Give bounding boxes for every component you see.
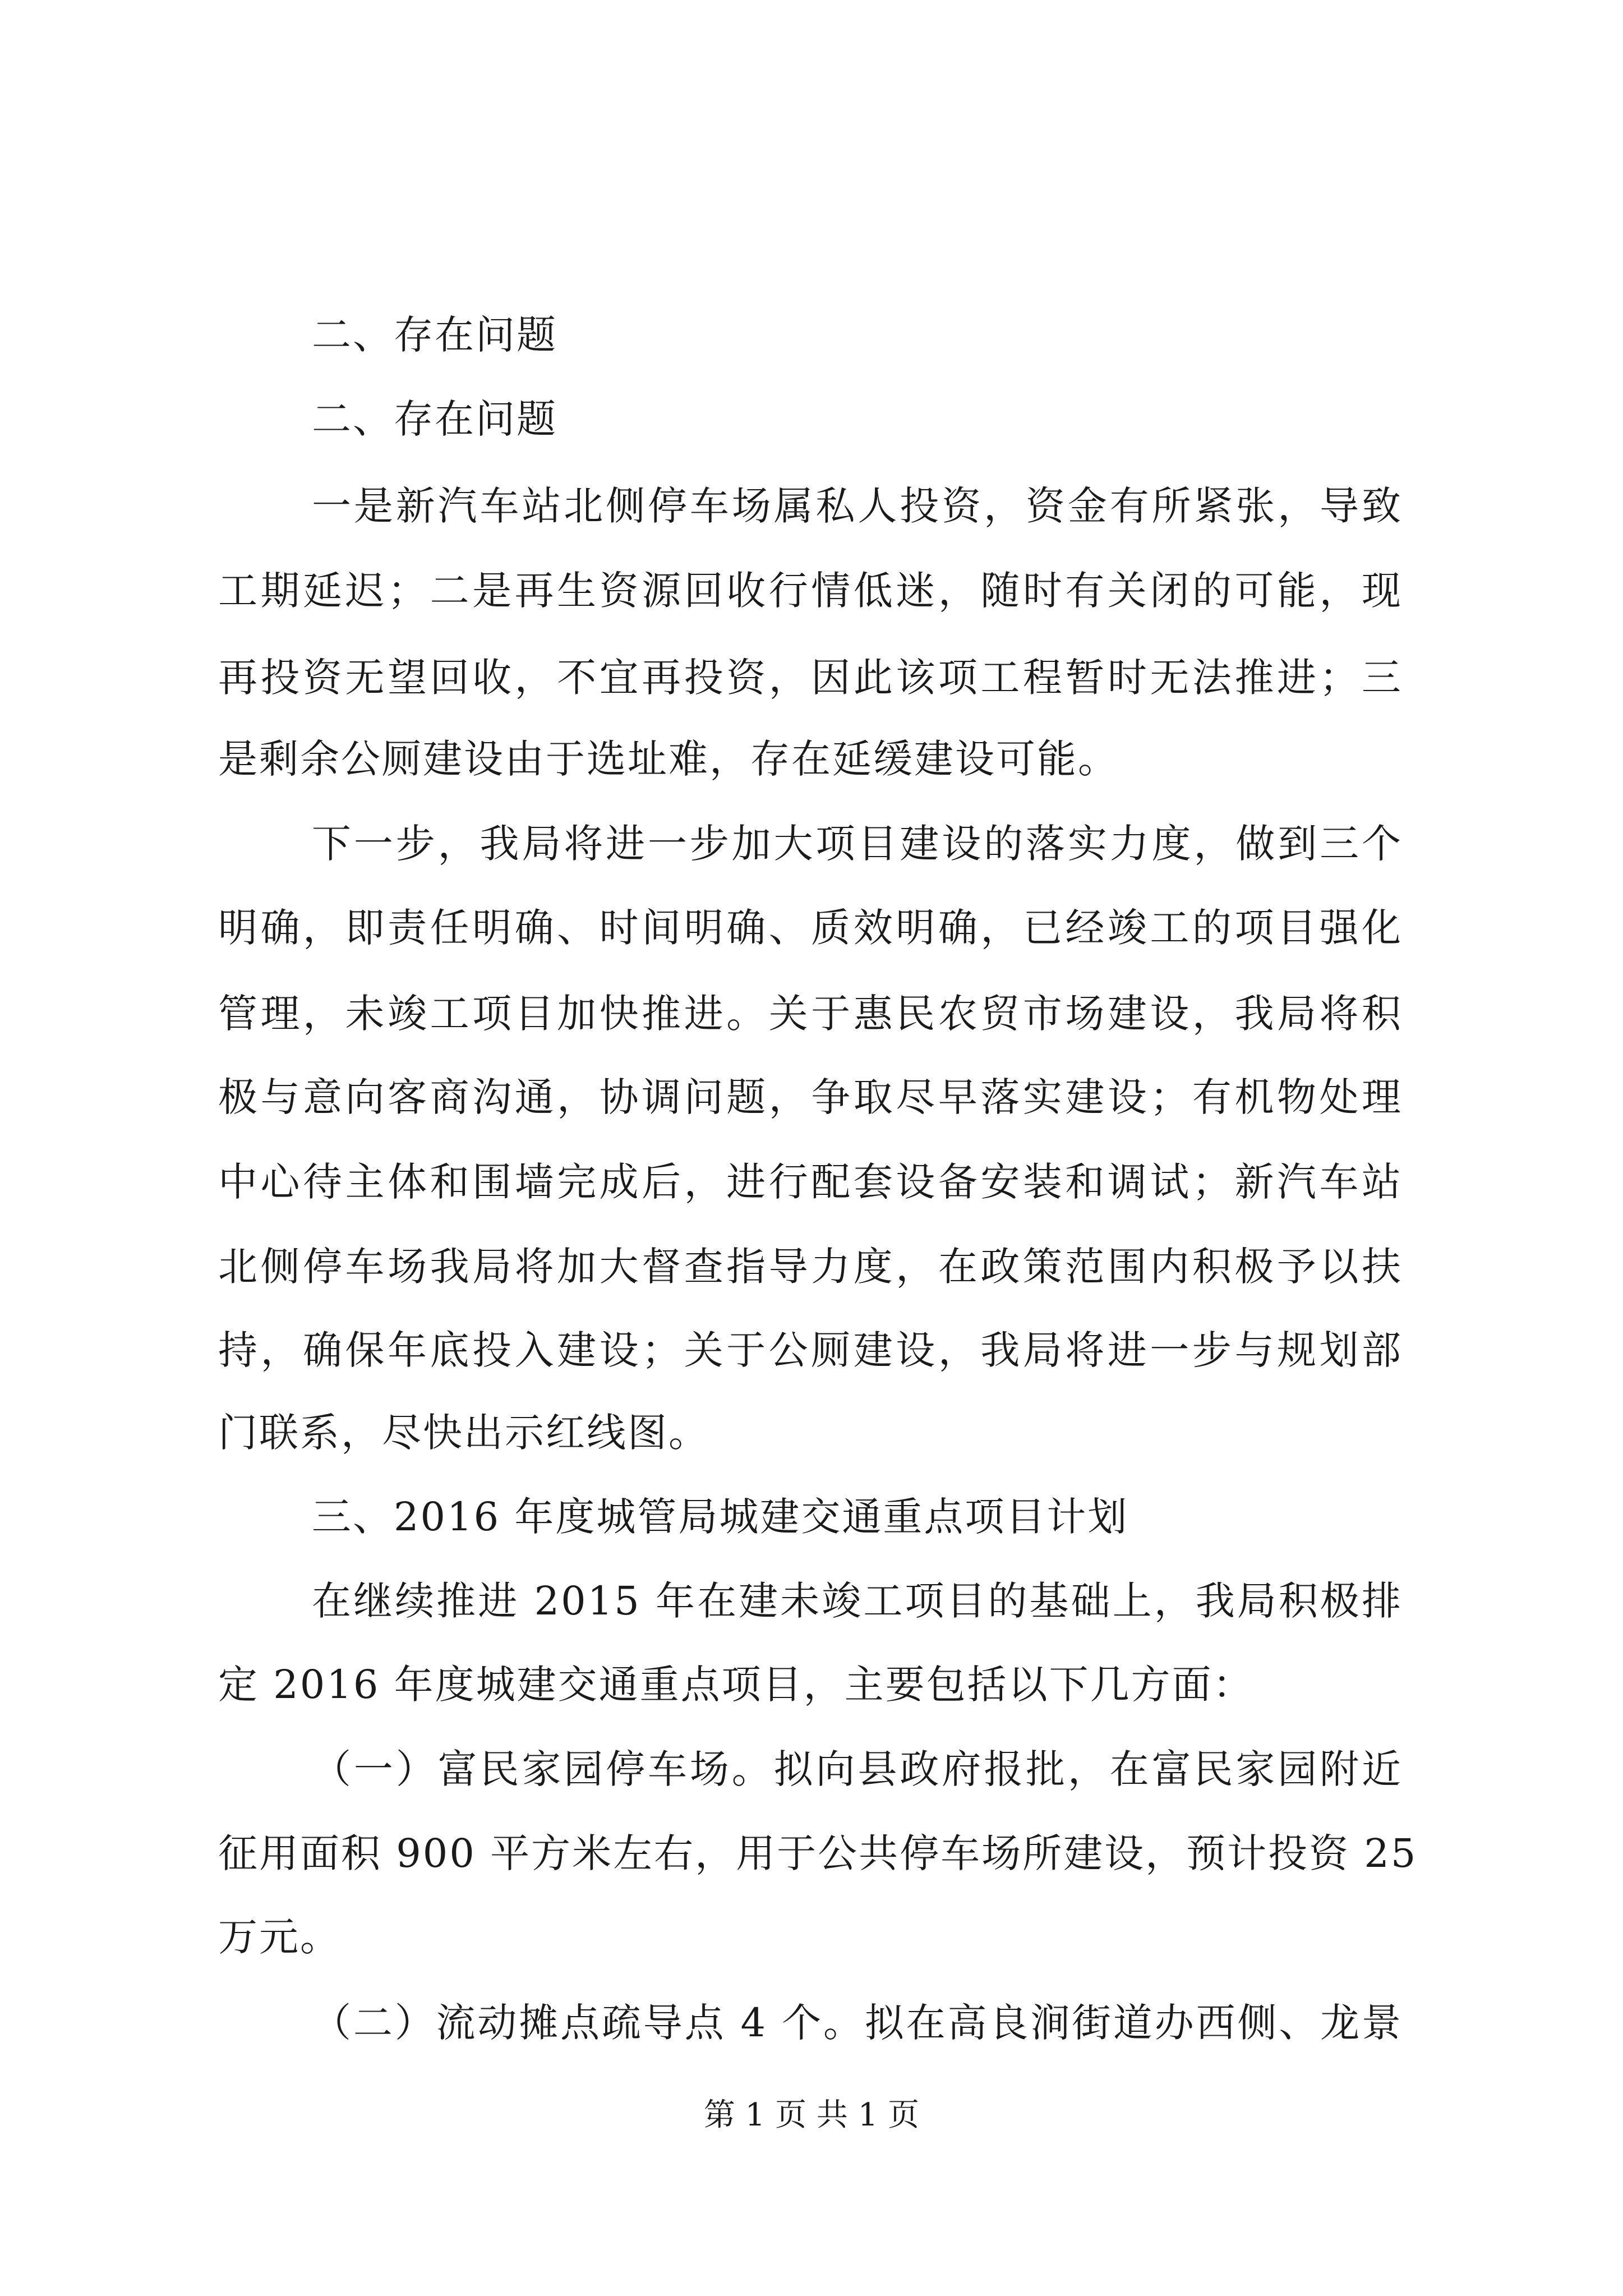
paragraph-line: 持，确保年底投入建设；关于公厕建设，我局将进一步与规划部 [218,1327,1403,1373]
paragraph-line: 征用面积 900 平方米左右，用于公共停车场所建设，预计投资 25 [218,1830,1418,1876]
paragraph-line: 下一步，我局将进一步加大项目建设的落实力度，做到三个 [312,821,1403,867]
paragraph-line: 是剩余公厕建设由于选址难，存在延缓建设可能。 [218,736,1119,782]
heading-2016-plan: 三、2016 年度城管局城建交通重点项目计划 [312,1494,1129,1540]
paragraph-line: 明确，即责任明确、时间明确、质效明确，已经竣工的项目强化 [218,905,1403,951]
paragraph-line: 门联系，尽快出示红线图。 [218,1410,709,1456]
paragraph-line: （一）富民家园停车场。拟向县政府报批，在富民家园附近 [312,1746,1403,1792]
paragraph-line: 一是新汽车站北侧停车场属私人投资，资金有所紧张，导致 [312,483,1403,529]
paragraph-line: 在继续推进 2015 年在建未竣工项目的基础上，我局积极排 [312,1578,1403,1624]
paragraph-line: 管理，未竣工项目加快推进。关于惠民农贸市场建设，我局将积 [218,991,1403,1037]
paragraph-line: （二）流动摊点疏导点 4 个。拟在高良涧街道办西侧、龙景 [312,2000,1403,2046]
paragraph-line: 再投资无望回收，不宜再投资，因此该项工程暂时无法推进；三 [218,655,1403,701]
paragraph-line: 工期延迟；二是再生资源回收行情低迷，随时有关闭的可能，现 [218,568,1403,614]
heading-existing-problems-repeat: 二、存在问题 [312,396,557,442]
paragraph-line: 极与意向客商沟通，协调问题，争取尽早落实建设；有机物处理 [218,1074,1403,1120]
page-number-footer: 第 1 页 共 1 页 [703,2097,920,2133]
paragraph-line: 中心待主体和围墙完成后，进行配套设备安装和调试；新汽车站 [218,1159,1403,1205]
heading-existing-problems: 二、存在问题 [312,312,557,358]
paragraph-line: 定 2016 年度城建交通重点项目，主要包括以下几方面： [218,1662,1254,1708]
paragraph-line: 万元。 [218,1914,341,1960]
paragraph-line: 北侧停车场我局将加大督查指导力度，在政策范围内积极予以扶 [218,1244,1403,1290]
